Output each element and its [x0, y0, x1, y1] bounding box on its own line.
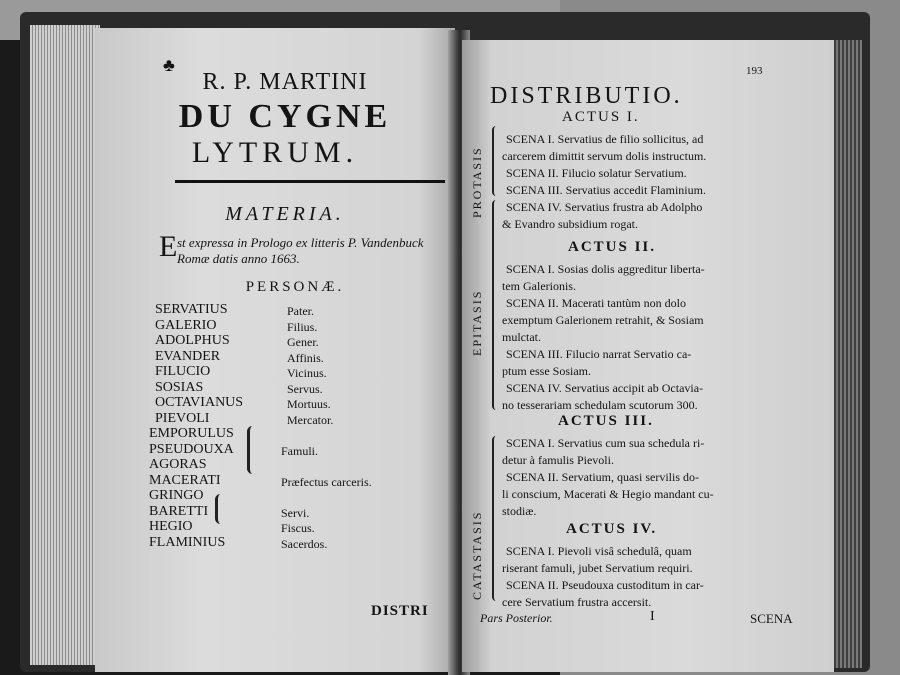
persona-name: PIEVOLI — [155, 410, 210, 426]
persona-name: BARETTI — [149, 503, 209, 519]
right-catchword: SCENA — [750, 611, 793, 626]
scene-line: SCENA III. Filucio narrat Servatio ca- — [506, 347, 692, 361]
persona-role: Filius. — [287, 319, 318, 334]
catastasis-brace — [492, 436, 500, 601]
persona-role: Servi. — [281, 505, 310, 520]
persona-name: FLAMINIUS — [149, 534, 226, 550]
scene-line: riserant famuli, jubet Servatium requiri. — [502, 561, 693, 575]
persona-role: Gener. — [287, 335, 319, 349]
personae-heading: PERSONÆ. — [245, 279, 345, 295]
scene-line: SCENA II. Filucio solatur Servatium. — [506, 166, 687, 180]
scene-line: SCENA I. Servatius cum sua schedula ri- — [506, 436, 705, 450]
title-line1: R. P. MARTINI — [202, 69, 368, 95]
persona-role: Fiscus. — [281, 521, 315, 535]
persona-name: HEGIO — [149, 519, 193, 534]
persona-role: Servus. — [287, 381, 323, 396]
actus4-heading: ACTUS IV. — [566, 521, 658, 537]
persona-role: Pater. — [287, 304, 314, 318]
scene-line: cere Servatium frustra accersit. — [502, 595, 652, 609]
scene-line: SCENA II. Macerati tantùm non dolo — [506, 296, 686, 310]
scene-line: SCENA II. Pseudouxa custoditum in car- — [506, 578, 704, 592]
scene-line: & Evandro subsidium rogat. — [502, 217, 638, 231]
title-rule — [175, 180, 445, 183]
persona-role: Famuli. — [281, 443, 319, 458]
epitasis-label: EPITASIS — [470, 289, 484, 356]
scene-line: ptum esse Sosiam. — [502, 364, 591, 378]
persona-role: Vicinus. — [287, 366, 327, 380]
persona-role: Sacerdos. — [281, 536, 328, 551]
persona-name: AGORAS — [149, 457, 207, 472]
persona-name: ADOLPHUS — [155, 333, 230, 348]
scene-line: SCENA I. Servatius de filio sollicitus, ad — [506, 132, 704, 146]
scene-line: carcerem dimittit servum dolis instructum. — [502, 149, 707, 163]
persona-name: FILUCIO — [155, 364, 211, 379]
right-page-edges — [832, 40, 862, 668]
title-line2: DU CYGNE — [178, 98, 392, 135]
scene-line: SCENA IV. Servatius accipit ab Octavia- — [506, 381, 704, 395]
page-number: 193 — [746, 65, 763, 77]
persona-name: EMPORULUS — [149, 426, 234, 441]
persona-role: Mortuus. — [287, 397, 331, 411]
drop-cap: E — [159, 230, 178, 263]
materia-text-1: st expressa in Prologo ex litteris P. Vandenbuck — [177, 235, 424, 250]
persona-name: MACERATI — [149, 472, 221, 488]
footer-mark: I — [650, 609, 655, 624]
scene-line: SCENA III. Servatius accedit Flaminium. — [506, 183, 706, 197]
persona-role: Affinis. — [287, 350, 324, 365]
actus2-heading: ACTUS II. — [568, 239, 657, 255]
catastasis-label: CATASTASIS — [470, 510, 484, 600]
right-page — [462, 40, 834, 672]
persona-name: GALERIO — [155, 317, 217, 333]
ornament-icon: ♣ — [163, 55, 175, 75]
distributio-heading: DISTRIBUTIO. — [490, 83, 683, 109]
scene-line: SCENA II. Servatium, quasi servilis do- — [506, 470, 699, 484]
left-page-edges — [30, 25, 100, 665]
left-page — [95, 28, 455, 672]
footer-signature: Pars Posterior. — [480, 611, 553, 625]
actus3-heading: ACTUS III. — [558, 413, 654, 429]
servi-brace — [215, 494, 226, 524]
materia-heading: MATERIA. — [225, 203, 345, 225]
persona-name: EVANDER — [155, 348, 221, 364]
persona-role: Mercator. — [287, 412, 334, 427]
title-line3: LYTRUM. — [191, 136, 359, 169]
scene-line: stodiæ. — [502, 504, 537, 518]
persona-name: PSEUDOUXA — [149, 441, 234, 457]
scene-line: tem Galerionis. — [502, 279, 576, 293]
scene-line: detur à famulis Pievoli. — [502, 453, 614, 467]
persona-name: GRINGO — [149, 488, 204, 503]
left-catchword: DISTRI — [371, 603, 429, 619]
scene-line: SCENA IV. Servatius frustra ab Adolpho — [506, 200, 703, 214]
materia-text-2: Romæ datis anno 1663. — [177, 251, 300, 266]
protasis-label: PROTASIS — [470, 146, 484, 218]
scene-line: no tesserariam schedulam scutorum 300. — [502, 398, 698, 412]
scene-line: mulctat. — [502, 330, 541, 344]
persona-name: OCTAVIANUS — [155, 395, 244, 410]
epitasis-brace — [492, 200, 500, 410]
scene-line: SCENA I. Sosias dolis aggreditur liberta- — [506, 262, 705, 276]
famuli-brace — [247, 426, 258, 474]
protasis-brace — [492, 126, 500, 196]
scene-line: li conscium, Macerati & Hegio mandant cu- — [502, 487, 714, 501]
persona-role: Præfectus carceris. — [281, 474, 372, 489]
persona-name: SOSIAS — [155, 379, 204, 395]
scene-line: exemptum Galerionem retrahit, & Sosiam — [502, 313, 704, 327]
actus1-heading: ACTUS I. — [562, 109, 640, 125]
scene-line: SCENA I. Pievoli visâ schedulâ, quam — [506, 544, 692, 558]
persona-name: SERVATIUS — [155, 302, 228, 317]
